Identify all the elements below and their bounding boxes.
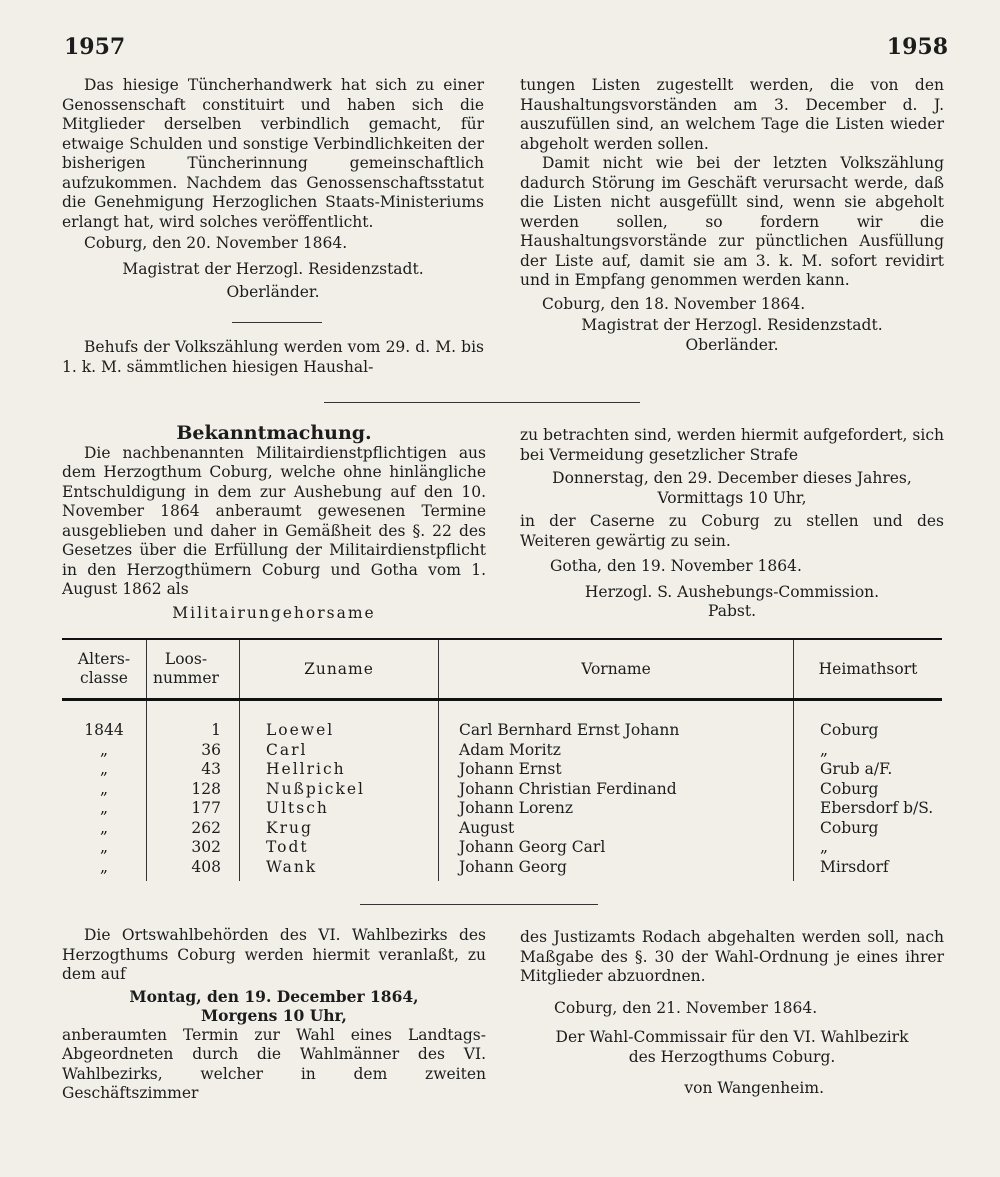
bekanntmachung-date: Gotha, den 19. November 1864. [550, 557, 802, 575]
cell-surname: Nußpickel [240, 780, 439, 800]
cell-surname: Ultsch [240, 799, 439, 819]
header-heimathsort: Heimathsort [794, 639, 943, 700]
header-loosnummer: Loos-nummer [147, 639, 240, 700]
table-row [62, 838, 942, 858]
table-header-row [62, 639, 942, 700]
census-date: Coburg, den 18. November 1864. [542, 294, 806, 313]
table-row [62, 799, 942, 819]
cell-year: „ [62, 838, 147, 858]
bekanntmachung-authority: Herzogl. S. Aushebungs-Commission. [584, 582, 880, 601]
cell-number: 177 [147, 799, 240, 819]
militairungehorsame-table [62, 638, 942, 881]
cell-firstname: Johann Christian Ferdinand [439, 780, 794, 800]
bekanntmachung-heading: Bekanntmachung. [176, 422, 372, 444]
cell-year: „ [62, 819, 147, 839]
cell-home: Grub a/F. [820, 760, 893, 778]
cell-home: Coburg [820, 721, 879, 739]
wahl-paragraph: Die Ortswahlbehörden des VI. Wahlbezirks des Herzogthums Coburg werden hiermit veranlaßt, zu dem auf [62, 926, 486, 983]
cell-number: 302 [147, 838, 240, 858]
cell-number: 408 [147, 858, 240, 882]
table-row [62, 780, 942, 800]
wahl-right-paragraph: des Justizamts Rodach abgehalten werden soll, nach Maßgabe des §. 30 der Wahl-Ordnung je eines ihrer Mitglieder abzuordnen. [520, 928, 944, 985]
notice-census-continued [520, 76, 944, 355]
cell-year: „ [62, 858, 147, 882]
tuencher-authority: Magistrat der Herzogl. Residenzstadt. [122, 259, 424, 278]
page-number-right: 1958 [886, 34, 948, 60]
cell-surname: Hellrich [240, 760, 439, 780]
appointment-line-1: Donnerstag, den 29. December dieses Jahres, [552, 469, 912, 487]
cell-year: „ [62, 799, 147, 819]
table-row [62, 741, 942, 761]
appointment-line-2: Vormittags 10 Uhr, [657, 488, 807, 507]
cell-firstname: Adam Moritz [439, 741, 794, 761]
wahl-date-line-2: Morgens 10 Uhr, [201, 1006, 347, 1025]
notice-bekanntmachung-right [520, 426, 944, 622]
cell-home: Coburg [820, 779, 879, 798]
wahl-date: Coburg, den 21. November 1864. [554, 998, 818, 1017]
tuencher-paragraph: Das hiesige Tüncherhandwerk hat sich zu einer Genossenschaft constituirt und haben sich die Mitglieder derselben verbindlich gemacht, für etwaige Schulden und sonstige Verbindlichkeiten der bisherigen Tüncherinnung gemeinschaftlich aufzukommen. Nachdem das Genossenschaftsstatut die Genehmigung Herzoglichen Staats-Ministeriums erlangt hat, wird solches veröffentlicht. [62, 76, 484, 231]
cell-number: 128 [147, 780, 240, 800]
cell-firstname: Carl Bernhard Ernst Johann [439, 700, 794, 741]
table-row [62, 858, 942, 882]
notice-census-start [62, 338, 484, 377]
cell-year: „ [62, 741, 147, 761]
cell-home: „ [820, 838, 829, 856]
cell-firstname: Johann Lorenz [439, 799, 794, 819]
wahl-date-line-1: Montag, den 19. December 1864, [129, 986, 419, 1006]
separator-long-2 [360, 904, 598, 905]
bekanntmachung-right-paragraph-2: in der Caserne zu Coburg zu stellen und des Weiteren gewärtig zu sein. [520, 512, 944, 550]
bekanntmachung-paragraph: Die nachbenannten Militairdienstpflichtigen aus dem Herzogthum Coburg, welche ohne hinlängliche Entschuldigung in dem zur Aushebung auf den 10. November 1864 anberaumt gewesenen Termine ausgeblieben und daher in Gemäßheit des §. 22 des Gesetzes über die Erfüllung der Militairdienstpflicht in den Herzogthümern Coburg und Gotha vom 1. August 1862 als [62, 443, 486, 598]
tuencher-date: Coburg, den 20. November 1864. [84, 234, 348, 252]
bekanntmachung-signer: Pabst. [707, 602, 756, 620]
page-number-left: 1957 [64, 34, 126, 60]
cell-number: 262 [147, 819, 240, 839]
cell-year: 1844 [62, 700, 147, 741]
cell-surname: Wank [240, 858, 439, 882]
cell-firstname: August [439, 819, 794, 839]
cell-year: „ [62, 760, 147, 780]
header-vorname: Vorname [439, 639, 794, 700]
separator-short-left [232, 322, 322, 323]
wahl-signer: von Wangenheim. [684, 1079, 824, 1097]
cell-number: 36 [147, 741, 240, 761]
tuencher-signer: Oberländer. [226, 283, 320, 301]
cell-surname: Todt [240, 838, 439, 858]
census-signer: Oberländer. [685, 335, 779, 354]
notice-wahl [62, 926, 486, 1104]
census-start-text: Behufs der Volkszählung werden vom 29. d. M. bis 1. k. M. sämmtlichen hiesigen Haushal- [62, 338, 484, 376]
wahl-paragraph-2: anberaumten Termin zur Wahl eines Landtags-Abgeordneten durch die Wahlmänner des VI. Wahlbezirks, welcher in dem zweiten Geschäftszimmer [62, 1025, 486, 1102]
census-authority: Magistrat der Herzogl. Residenzstadt. [581, 316, 883, 334]
header-altersclasse: Alters-classe [62, 639, 147, 700]
notice-tuencher [62, 76, 484, 303]
wahl-authority-2: des Herzogthums Coburg. [628, 1047, 836, 1066]
header-zuname: Zuname [240, 639, 439, 700]
cell-firstname: Johann Georg Carl [439, 838, 794, 858]
cell-firstname: Johann Georg [439, 858, 794, 882]
table-row [62, 760, 942, 780]
cell-surname: Loewel [240, 700, 439, 741]
cell-home: Mirsdorf [820, 857, 889, 876]
cell-surname: Krug [240, 819, 439, 839]
separator-long-1 [324, 402, 640, 403]
cell-year: „ [62, 780, 147, 800]
wahl-authority-1: Der Wahl-Commissair für den VI. Wahlbezirk [555, 1028, 909, 1046]
census-paragraph-1: tungen Listen zugestellt werden, die von den Haushaltungsvorständen am 3. December d. J. auszufüllen sind, an welchem Tage die Listen wieder abgeholt werden sollen. [520, 76, 944, 153]
cell-firstname: Johann Ernst [439, 760, 794, 780]
cell-surname: Carl [240, 741, 439, 761]
cell-home: Ebersdorf b/S. [820, 799, 934, 817]
notice-bekanntmachung [62, 424, 486, 623]
census-paragraph-2: Damit nicht wie bei der letzten Volkszählung dadurch Störung im Geschäft verursacht werde, daß die Listen nicht ausgefüllt sind, wenn sie abgeholt werden sollen, so fordern wir die Haushaltungsvorstände zur pünctlichen Ausfüllung der Liste auf, damit sie am 3. k. M. sofort revidirt und in Empfang genommen werden kann. [520, 154, 944, 289]
cell-number: 43 [147, 760, 240, 780]
cell-home: „ [820, 740, 829, 759]
notice-wahl-right [520, 928, 944, 1099]
bekanntmachung-right-paragraph: zu betrachten sind, werden hiermit aufgefordert, sich bei Vermeidung gesetzlicher Strafe [520, 426, 944, 464]
table-row [62, 700, 942, 741]
cell-number: 1 [147, 700, 240, 741]
bekanntmachung-label: Militairungehorsame [172, 603, 376, 622]
table-row [62, 819, 942, 839]
cell-home: Coburg [820, 818, 879, 837]
